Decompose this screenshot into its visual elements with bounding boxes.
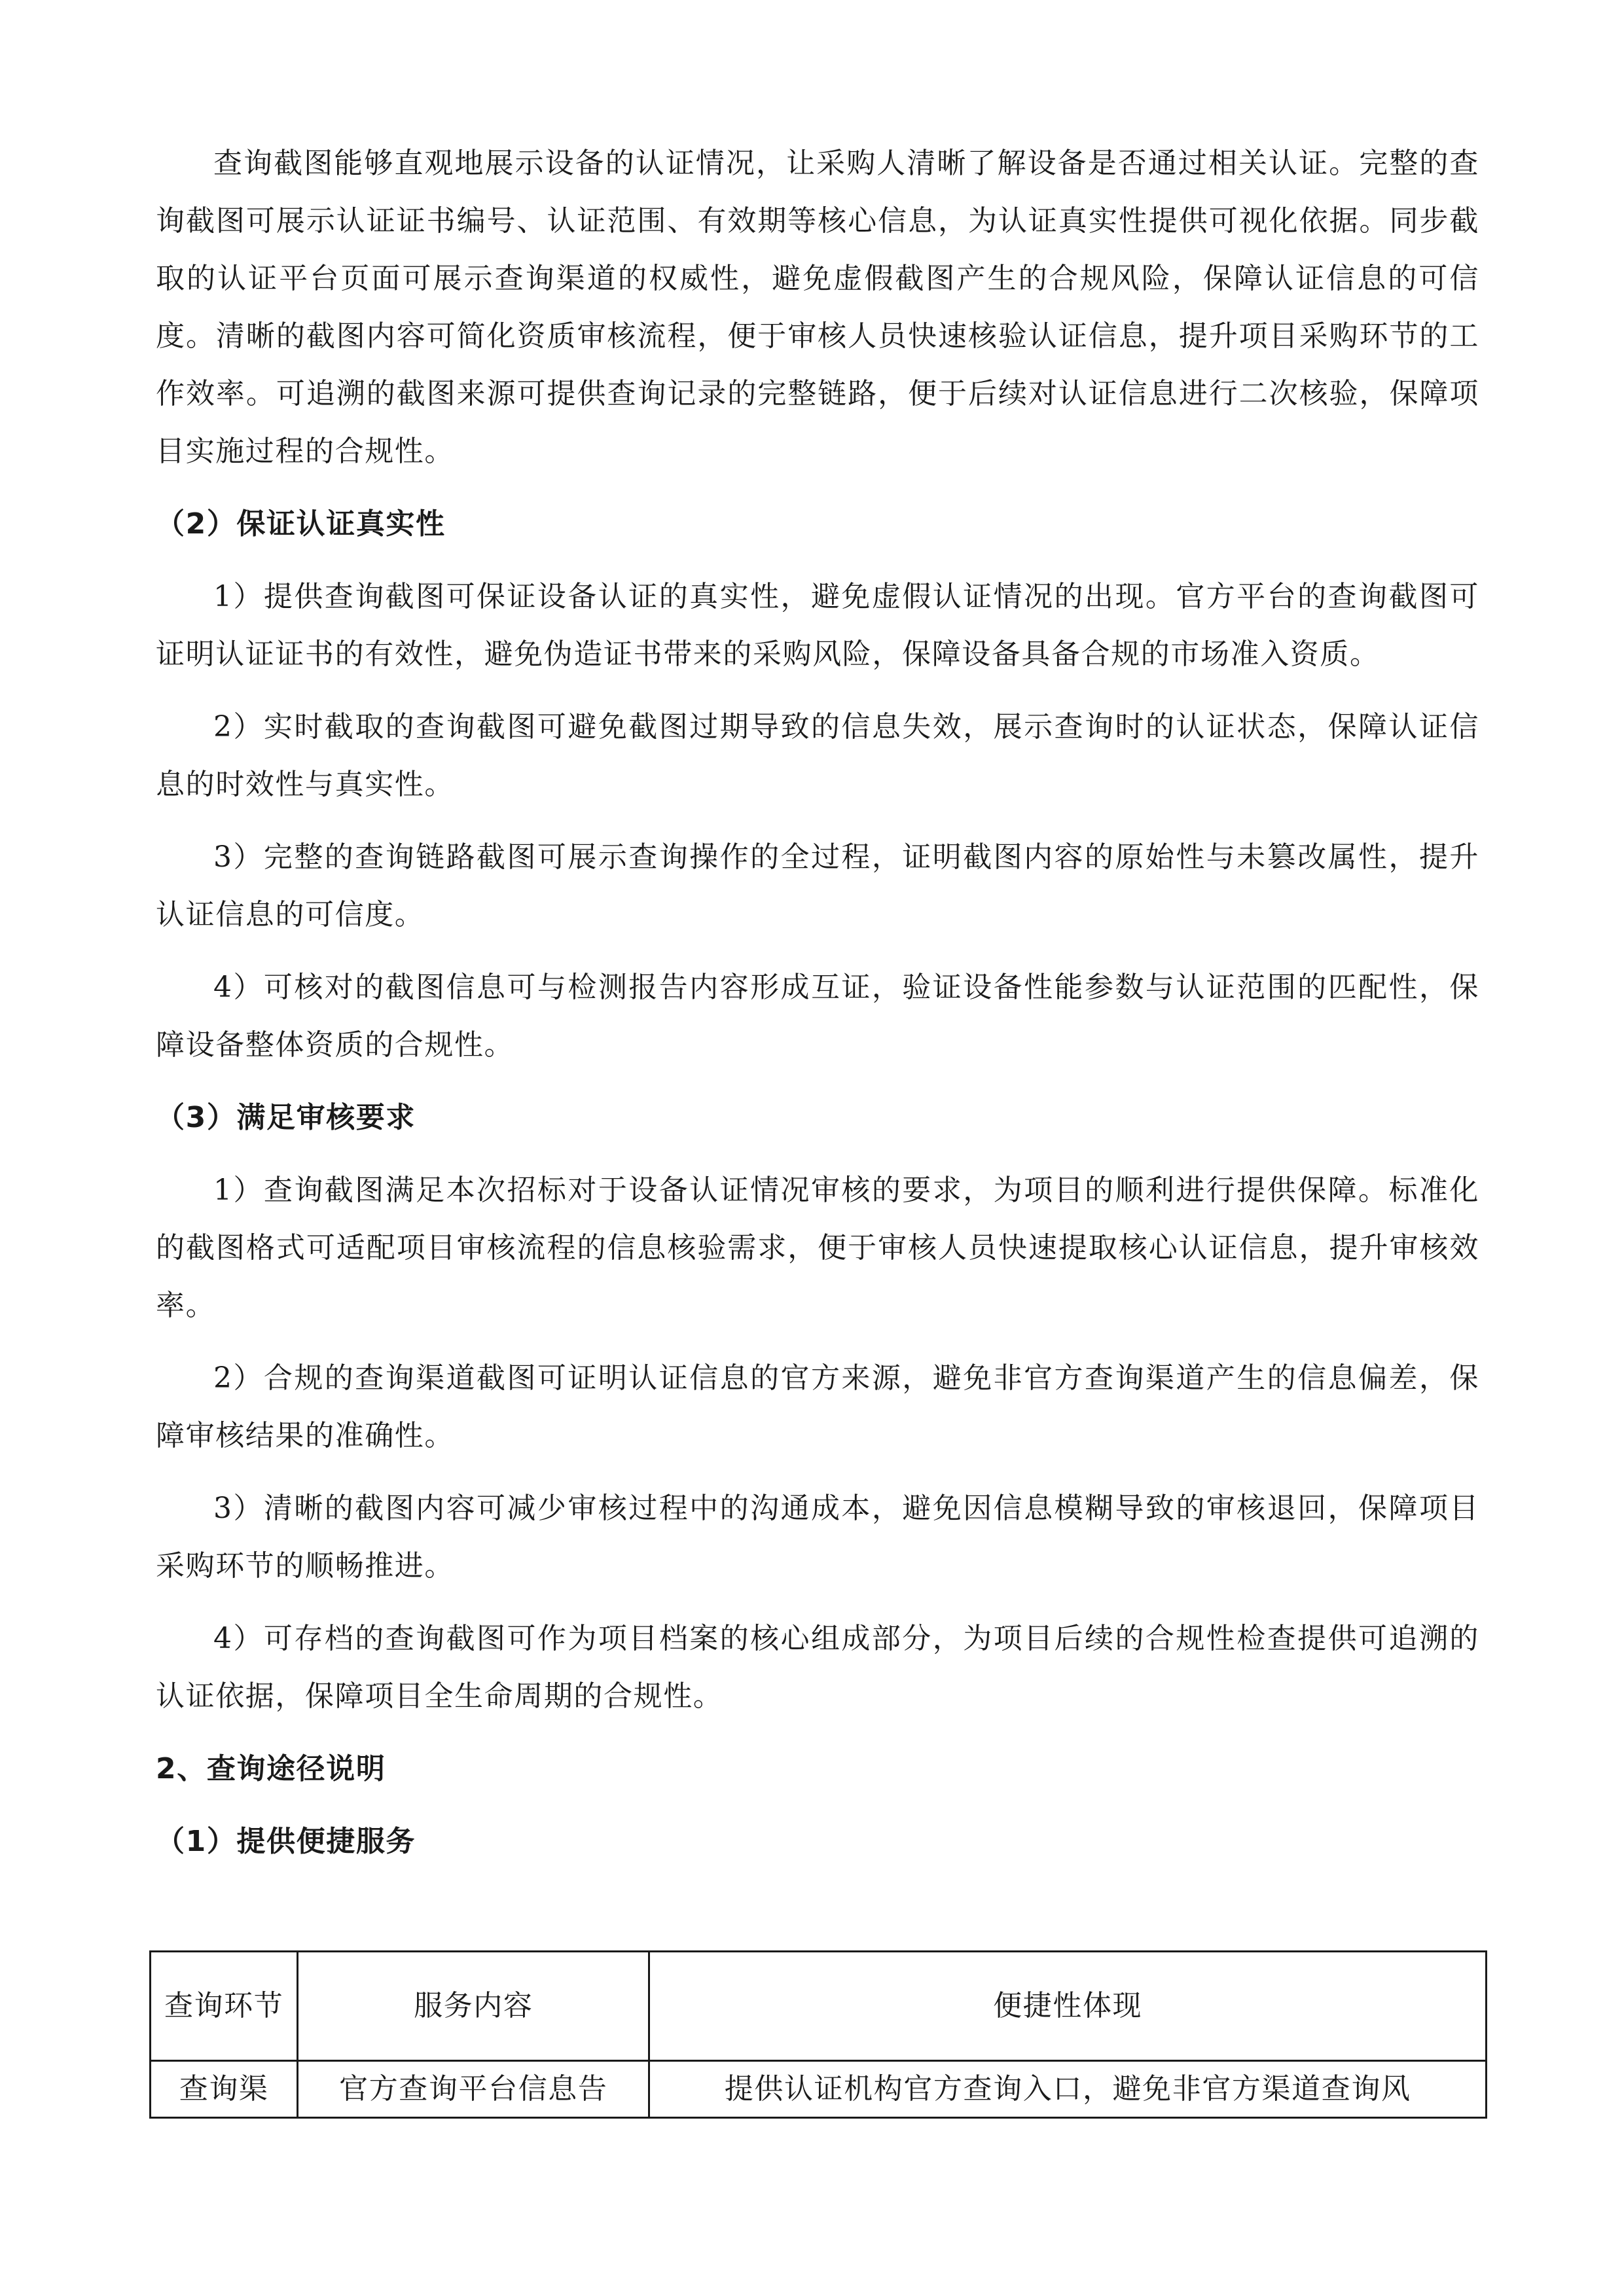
table-row [151,2061,1487,2118]
table-cell: 官方查询平台信息告 [298,2061,649,2118]
paragraph-authenticity-2: 2）实时截取的查询截图可避免截图过期导致的信息失效，展示查询时的认证状态，保障认证信息的时效性与真实性。 [156,710,1479,801]
document-page [156,135,1479,1886]
heading-convenient-service: （1）提供便捷服务 [156,1825,416,1858]
heading-ensure-authenticity: （2）保证认证真实性 [156,507,446,541]
paragraph-review-3: 3）清晰的截图内容可减少审核过程中的沟通成本，避免因信息模糊导致的审核退回，保障项目采购环节的顺畅推进。 [156,1492,1479,1583]
table-header-cell: 查询环节 [151,1952,298,2061]
table-header-cell: 便捷性体现 [649,1952,1487,2061]
table-cell: 提供认证机构官方查询入口，避免非官方渠道查询风 [649,2061,1487,2118]
service-table [149,1950,1487,2119]
paragraph-authenticity-3: 3）完整的查询链路截图可展示查询操作的全过程，证明截图内容的原始性与未篡改属性，提升认证信息的可信度。 [156,840,1479,931]
paragraph-review-2: 2）合规的查询渠道截图可证明认证信息的官方来源，避免非官方查询渠道产生的信息偏差，保障审核结果的准确性。 [156,1361,1479,1452]
table-header-cell: 服务内容 [298,1952,649,2061]
heading-query-path: 2、查询途径说明 [156,1752,386,1785]
heading-meet-review: （3）满足审核要求 [156,1101,416,1134]
paragraph-intro: 查询截图能够直观地展示设备的认证情况，让采购人清晰了解设备是否通过相关认证。完整的查询截图可展示认证证书编号、认证范围、有效期等核心信息，为认证真实性提供可视化依据。同步截取的认证平台页面可展示查询渠道的权威性，避免虚假截图产生的合规风险，保障认证信息的可信度。清晰的截图内容可简化资质审核流程，便于审核人员快速核验认证信息，提升项目采购环节的工作效率。可追溯的截图来源可提供查询记录的完整链路，便于后续对认证信息进行二次核验，保障项目实施过程的合规性。 [156,147,1479,468]
paragraph-authenticity-1: 1）提供查询截图可保证设备认证的真实性，避免虚假认证情况的出现。官方平台的查询截图可证明认证证书的有效性，避免伪造证书带来的采购风险，保障设备具备合规的市场准入资质。 [156,580,1479,671]
table-header-row [151,1952,1487,2061]
table-cell: 查询渠 [151,2061,298,2118]
paragraph-review-4: 4）可存档的查询截图可作为项目档案的核心组成部分，为项目后续的合规性检查提供可追溯的认证依据，保障项目全生命周期的合规性。 [156,1622,1479,1713]
paragraph-authenticity-4: 4）可核对的截图信息可与检测报告内容形成互证，验证设备性能参数与认证范围的匹配性，保障设备整体资质的合规性。 [156,971,1479,1062]
paragraph-review-1: 1）查询截图满足本次招标对于设备认证情况审核的要求，为项目的顺利进行提供保障。标准化的截图格式可适配项目审核流程的信息核验需求，便于审核人员快速提取核心认证信息，提升审核效率。 [156,1174,1479,1322]
